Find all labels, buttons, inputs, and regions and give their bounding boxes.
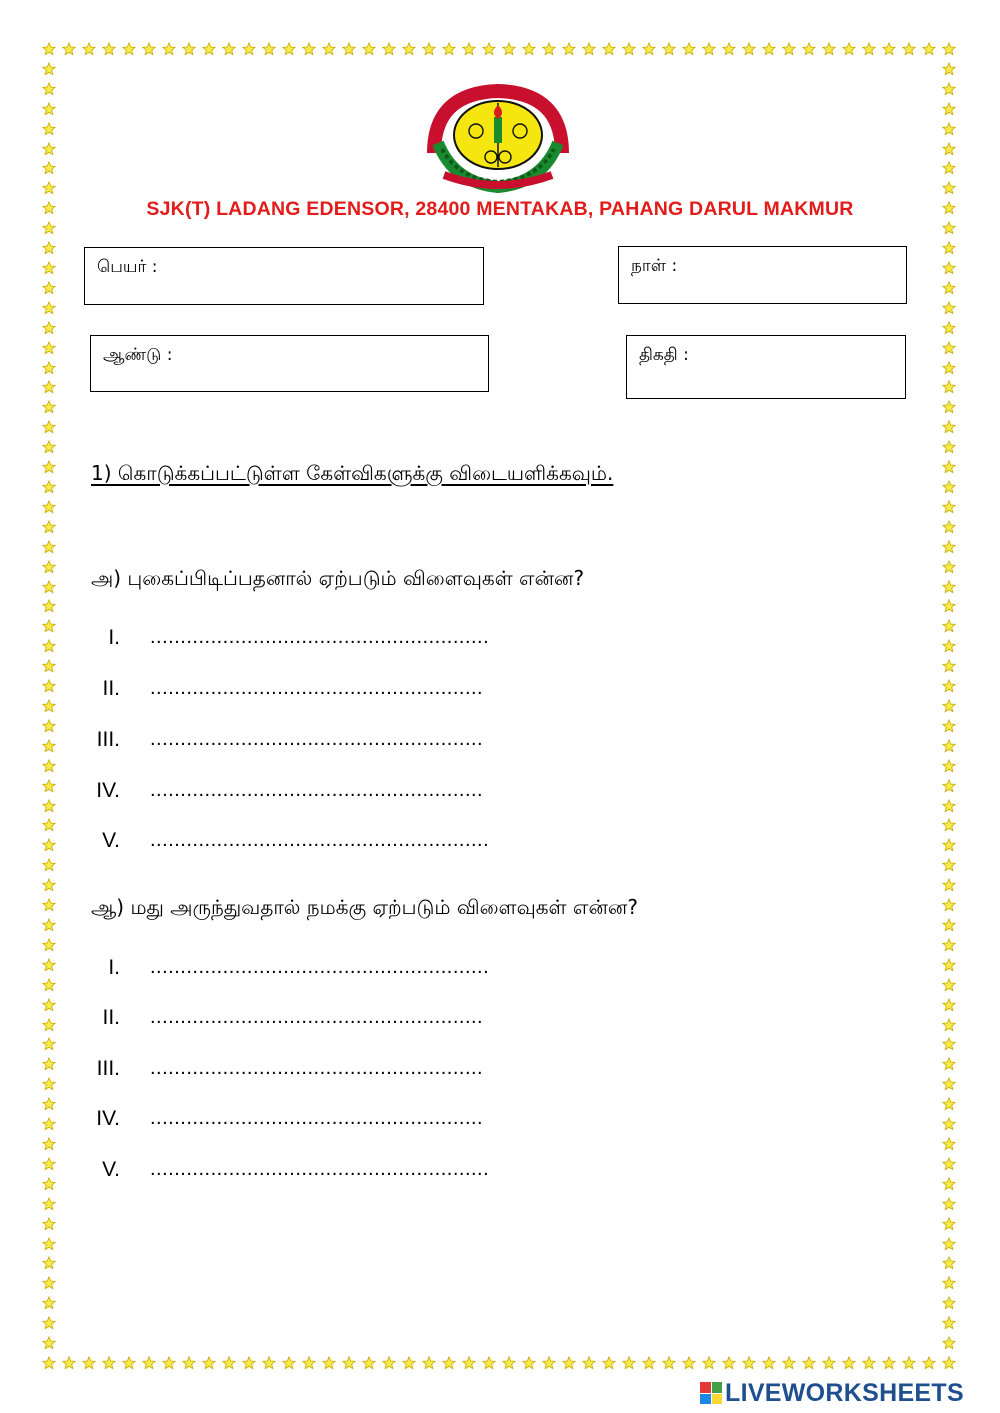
star-icon bbox=[942, 598, 956, 612]
star-icon bbox=[162, 1355, 176, 1369]
star-icon bbox=[682, 1355, 696, 1369]
star-icon bbox=[942, 778, 956, 792]
star-icon bbox=[42, 360, 56, 374]
star-icon bbox=[222, 41, 236, 55]
answer-line[interactable]: ....................................................... bbox=[150, 728, 484, 750]
star-icon bbox=[942, 718, 956, 732]
star-icon bbox=[562, 1355, 576, 1369]
star-icon bbox=[502, 1355, 516, 1369]
star-icon bbox=[42, 280, 56, 294]
school-crest-icon bbox=[424, 83, 572, 195]
star-icon bbox=[422, 1355, 436, 1369]
star-icon bbox=[42, 101, 56, 115]
answer-line[interactable]: ....................................................... bbox=[150, 1057, 484, 1079]
star-icon bbox=[942, 200, 956, 214]
year-field[interactable] bbox=[90, 335, 489, 392]
star-icon bbox=[862, 1355, 876, 1369]
star-icon bbox=[42, 41, 56, 55]
star-icon bbox=[942, 977, 956, 991]
star-icon bbox=[42, 340, 56, 354]
star-icon bbox=[942, 798, 956, 812]
star-icon bbox=[942, 61, 956, 75]
date-field[interactable] bbox=[626, 335, 906, 399]
star-icon bbox=[42, 519, 56, 533]
star-icon bbox=[942, 141, 956, 155]
star-icon bbox=[42, 180, 56, 194]
year-label: ஆண்டு : bbox=[103, 345, 173, 365]
star-icon bbox=[42, 1196, 56, 1210]
star-icon bbox=[142, 1355, 156, 1369]
star-icon bbox=[822, 41, 836, 55]
star-icon bbox=[122, 41, 136, 55]
answer-line[interactable]: ....................................................... bbox=[150, 1107, 484, 1129]
star-icon bbox=[942, 101, 956, 115]
star-icon bbox=[942, 579, 956, 593]
star-icon bbox=[942, 1315, 956, 1329]
item-number: III. bbox=[96, 728, 120, 751]
star-icon bbox=[922, 41, 936, 55]
item-number: IV. bbox=[96, 779, 120, 802]
star-icon bbox=[42, 857, 56, 871]
star-icon bbox=[942, 320, 956, 334]
star-icon bbox=[722, 1355, 736, 1369]
star-icon bbox=[942, 81, 956, 95]
date-label: திகதி : bbox=[639, 345, 689, 365]
star-icon bbox=[42, 141, 56, 155]
star-icon bbox=[522, 41, 536, 55]
star-icon bbox=[42, 1315, 56, 1329]
star-icon bbox=[182, 41, 196, 55]
item-number: V. bbox=[102, 829, 120, 852]
star-icon bbox=[942, 360, 956, 374]
star-icon bbox=[942, 280, 956, 294]
star-icon bbox=[42, 160, 56, 174]
answer-line[interactable]: ....................................................... bbox=[150, 1006, 484, 1028]
star-icon bbox=[42, 240, 56, 254]
star-icon bbox=[342, 1355, 356, 1369]
item-number: III. bbox=[96, 1057, 120, 1080]
star-icon bbox=[942, 618, 956, 632]
star-icon bbox=[942, 260, 956, 274]
star-icon bbox=[322, 1355, 336, 1369]
answer-line[interactable]: ........................................................ bbox=[150, 956, 490, 978]
star-icon bbox=[942, 1355, 956, 1369]
star-icon bbox=[382, 41, 396, 55]
star-icon bbox=[42, 897, 56, 911]
answer-line[interactable]: ....................................................... bbox=[150, 677, 484, 699]
star-icon bbox=[942, 220, 956, 234]
star-icon bbox=[42, 1236, 56, 1250]
star-icon bbox=[942, 857, 956, 871]
star-icon bbox=[882, 1355, 896, 1369]
star-icon bbox=[702, 1355, 716, 1369]
star-icon bbox=[402, 41, 416, 55]
answer-line[interactable]: ....................................................... bbox=[150, 779, 484, 801]
star-icon bbox=[42, 1255, 56, 1269]
star-icon bbox=[942, 379, 956, 393]
star-icon bbox=[42, 1216, 56, 1230]
star-icon bbox=[42, 320, 56, 334]
star-icon bbox=[942, 399, 956, 413]
star-icon bbox=[942, 559, 956, 573]
star-icon bbox=[942, 160, 956, 174]
star-icon bbox=[942, 897, 956, 911]
day-label: நாள் : bbox=[631, 256, 678, 276]
star-icon bbox=[42, 61, 56, 75]
star-icon bbox=[762, 41, 776, 55]
star-icon bbox=[42, 539, 56, 553]
star-icon bbox=[42, 559, 56, 573]
star-icon bbox=[942, 837, 956, 851]
star-icon bbox=[82, 41, 96, 55]
star-icon bbox=[702, 41, 716, 55]
star-icon bbox=[42, 877, 56, 891]
star-icon bbox=[862, 41, 876, 55]
item-number: V. bbox=[102, 1158, 120, 1181]
star-icon bbox=[942, 1017, 956, 1031]
star-icon bbox=[942, 678, 956, 692]
star-icon bbox=[942, 519, 956, 533]
star-icon bbox=[902, 1355, 916, 1369]
star-icon bbox=[122, 1355, 136, 1369]
star-icon bbox=[942, 1295, 956, 1309]
star-icon bbox=[942, 1036, 956, 1050]
star-icon bbox=[582, 1355, 596, 1369]
instruction: 1) கொடுக்கப்பட்டுள்ள கேள்விகளுக்கு விடையளிக்கவும். bbox=[91, 461, 614, 485]
star-icon bbox=[202, 41, 216, 55]
star-icon bbox=[342, 41, 356, 55]
star-icon bbox=[42, 300, 56, 314]
star-icon bbox=[42, 917, 56, 931]
star-icon bbox=[262, 1355, 276, 1369]
star-icon bbox=[882, 41, 896, 55]
star-icon bbox=[942, 1136, 956, 1150]
star-icon bbox=[942, 41, 956, 55]
question-title-a: அ) புகைப்பிடிப்பதனால் ஏற்படும் விளைவுகள் என்ன? bbox=[91, 566, 585, 590]
star-icon bbox=[42, 439, 56, 453]
star-icon bbox=[62, 1355, 76, 1369]
star-icon bbox=[102, 1355, 116, 1369]
star-icon bbox=[542, 41, 556, 55]
star-icon bbox=[162, 41, 176, 55]
star-icon bbox=[742, 41, 756, 55]
star-icon bbox=[42, 937, 56, 951]
star-icon bbox=[442, 41, 456, 55]
day-field[interactable] bbox=[618, 246, 907, 304]
star-icon bbox=[942, 817, 956, 831]
star-icon bbox=[942, 499, 956, 513]
star-icon bbox=[802, 41, 816, 55]
star-icon bbox=[482, 41, 496, 55]
star-icon bbox=[942, 738, 956, 752]
star-icon bbox=[322, 41, 336, 55]
star-icon bbox=[622, 1355, 636, 1369]
star-icon bbox=[902, 41, 916, 55]
item-number: IV. bbox=[96, 1107, 120, 1130]
star-icon bbox=[782, 41, 796, 55]
star-icon bbox=[442, 1355, 456, 1369]
liveworksheets-brand[interactable] bbox=[700, 1379, 964, 1407]
star-icon bbox=[842, 41, 856, 55]
star-icon bbox=[942, 658, 956, 672]
item-number: II. bbox=[102, 1006, 120, 1029]
star-icon bbox=[242, 41, 256, 55]
question-title-b: ஆ) மது அருந்துவதால் நமக்கு ஏற்படும் விளைவுகள் என்ன? bbox=[91, 895, 638, 919]
item-number: I. bbox=[108, 956, 120, 979]
star-icon bbox=[942, 1156, 956, 1170]
star-icon bbox=[282, 1355, 296, 1369]
star-icon bbox=[602, 1355, 616, 1369]
star-icon bbox=[482, 1355, 496, 1369]
star-icon bbox=[42, 1036, 56, 1050]
star-icon bbox=[742, 1355, 756, 1369]
star-icon bbox=[522, 1355, 536, 1369]
star-icon bbox=[302, 41, 316, 55]
star-icon bbox=[42, 758, 56, 772]
item-number: I. bbox=[108, 626, 120, 649]
star-icon bbox=[942, 121, 956, 135]
star-icon bbox=[942, 997, 956, 1011]
star-icon bbox=[242, 1355, 256, 1369]
star-icon bbox=[222, 1355, 236, 1369]
star-icon bbox=[942, 1176, 956, 1190]
star-icon bbox=[942, 877, 956, 891]
star-icon bbox=[422, 41, 436, 55]
star-icon bbox=[602, 41, 616, 55]
star-icon bbox=[942, 1335, 956, 1349]
brand-text: LIVEWORKSHEETS bbox=[725, 1378, 964, 1407]
star-icon bbox=[662, 1355, 676, 1369]
star-icon bbox=[942, 340, 956, 354]
star-icon bbox=[682, 41, 696, 55]
star-icon bbox=[822, 1355, 836, 1369]
liveworksheets-logo-icon bbox=[700, 1382, 722, 1404]
star-icon bbox=[42, 579, 56, 593]
star-icon bbox=[942, 1076, 956, 1090]
star-icon bbox=[942, 1216, 956, 1230]
answer-line[interactable]: ........................................................ bbox=[150, 1158, 490, 1180]
item-number: II. bbox=[102, 677, 120, 700]
star-icon bbox=[782, 1355, 796, 1369]
star-icon bbox=[402, 1355, 416, 1369]
star-icon bbox=[502, 41, 516, 55]
star-icon bbox=[42, 220, 56, 234]
star-icon bbox=[382, 1355, 396, 1369]
star-icon bbox=[942, 240, 956, 254]
star-icon bbox=[42, 399, 56, 413]
star-icon bbox=[82, 1355, 96, 1369]
star-icon bbox=[302, 1355, 316, 1369]
star-icon bbox=[942, 1236, 956, 1250]
star-icon bbox=[42, 459, 56, 473]
star-icon bbox=[542, 1355, 556, 1369]
star-icon bbox=[942, 1096, 956, 1110]
star-icon bbox=[942, 937, 956, 951]
star-icon bbox=[42, 81, 56, 95]
answer-line[interactable]: ........................................................ bbox=[150, 829, 490, 851]
star-icon bbox=[622, 41, 636, 55]
star-icon bbox=[942, 1056, 956, 1070]
star-icon bbox=[42, 1335, 56, 1349]
star-icon bbox=[42, 121, 56, 135]
star-icon bbox=[942, 419, 956, 433]
star-icon bbox=[942, 957, 956, 971]
star-icon bbox=[42, 499, 56, 513]
star-icon bbox=[42, 1275, 56, 1289]
star-icon bbox=[202, 1355, 216, 1369]
name-label: பெயர் : bbox=[97, 257, 158, 277]
star-icon bbox=[762, 1355, 776, 1369]
star-icon bbox=[942, 459, 956, 473]
star-icon bbox=[582, 41, 596, 55]
star-icon bbox=[942, 917, 956, 931]
star-icon bbox=[42, 1355, 56, 1369]
star-icon bbox=[942, 479, 956, 493]
star-icon bbox=[942, 439, 956, 453]
name-field[interactable] bbox=[84, 247, 484, 305]
star-icon bbox=[642, 1355, 656, 1369]
school-name: SJK(T) LADANG EDENSOR, 28400 MENTAKAB, PAHANG DARUL MAKMUR bbox=[146, 198, 854, 220]
star-icon bbox=[362, 41, 376, 55]
star-icon bbox=[642, 41, 656, 55]
star-icon bbox=[282, 41, 296, 55]
star-icon bbox=[42, 658, 56, 672]
star-icon bbox=[42, 1295, 56, 1309]
star-icon bbox=[942, 758, 956, 772]
star-icon bbox=[942, 1255, 956, 1269]
star-icon bbox=[42, 1136, 56, 1150]
star-icon bbox=[942, 1196, 956, 1210]
star-icon bbox=[462, 41, 476, 55]
star-icon bbox=[562, 41, 576, 55]
star-icon bbox=[462, 1355, 476, 1369]
star-icon bbox=[42, 479, 56, 493]
star-icon bbox=[722, 41, 736, 55]
star-icon bbox=[942, 698, 956, 712]
star-icon bbox=[262, 41, 276, 55]
star-icon bbox=[942, 539, 956, 553]
star-icon bbox=[42, 260, 56, 274]
star-icon bbox=[802, 1355, 816, 1369]
star-icon bbox=[942, 1116, 956, 1130]
star-icon bbox=[362, 1355, 376, 1369]
star-icon bbox=[62, 41, 76, 55]
star-icon bbox=[102, 41, 116, 55]
star-icon bbox=[42, 419, 56, 433]
star-icon bbox=[42, 598, 56, 612]
star-icon bbox=[42, 379, 56, 393]
star-icon bbox=[942, 300, 956, 314]
star-icon bbox=[662, 41, 676, 55]
answer-line[interactable]: ........................................................ bbox=[150, 626, 490, 648]
star-icon bbox=[942, 1275, 956, 1289]
star-icon bbox=[842, 1355, 856, 1369]
star-icon bbox=[942, 180, 956, 194]
star-icon bbox=[42, 200, 56, 214]
star-icon bbox=[922, 1355, 936, 1369]
star-icon bbox=[142, 41, 156, 55]
star-icon bbox=[942, 638, 956, 652]
star-icon bbox=[182, 1355, 196, 1369]
